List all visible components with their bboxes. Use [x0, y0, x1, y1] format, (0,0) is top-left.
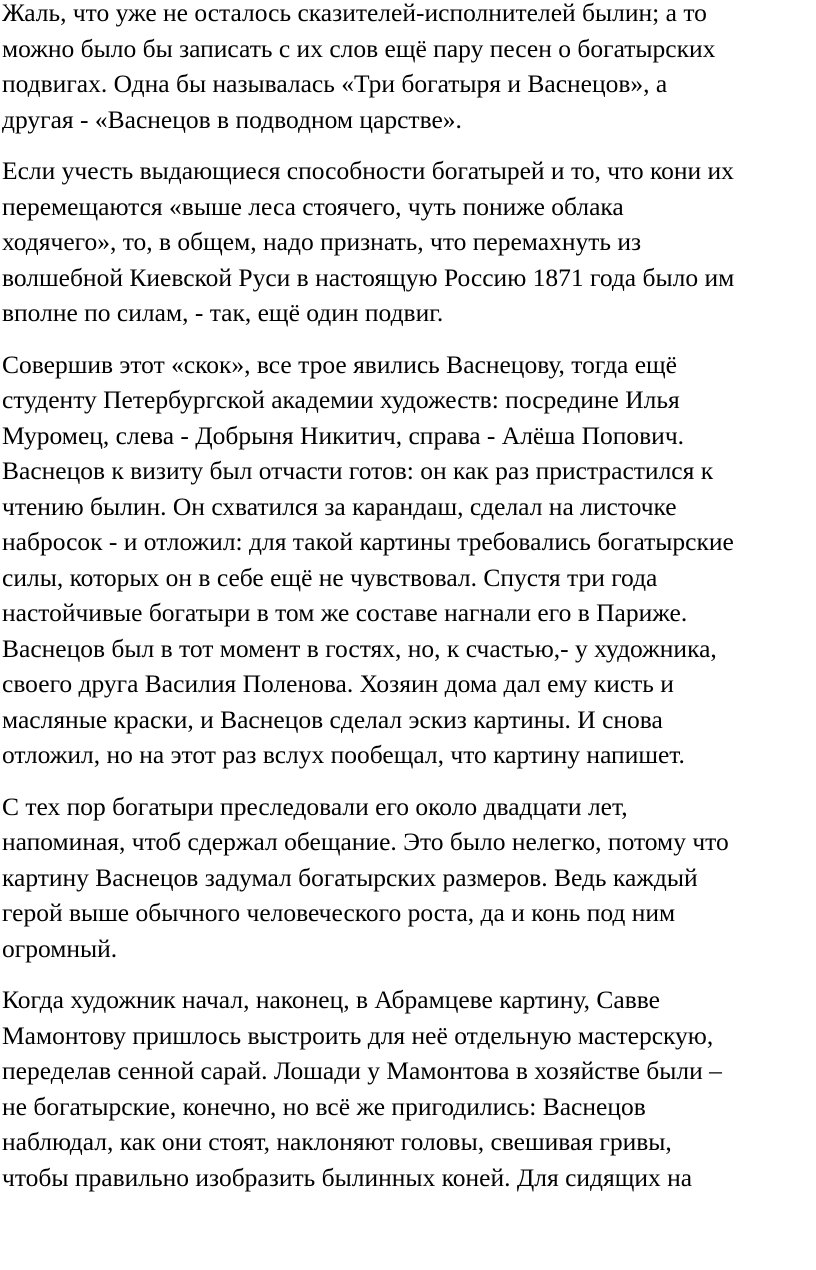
- text-line: вполне по силам, - так, ещё один подвиг.: [2, 298, 444, 327]
- text-line: Когда художник начал, наконец, в Абрамцеве картину, Савве: [2, 985, 660, 1014]
- text-line: силы, которых он в себе ещё не чувствовал. Спустя три года: [2, 562, 658, 592]
- text-line: своего друга Василия Поленова. Хозяин дома дал ему кисть и: [2, 669, 674, 698]
- text-line: чтобы правильно изобразить былинных коней. Для сидящих на: [2, 1162, 693, 1192]
- paragraph: [2, 982, 816, 1195]
- document-body: [2, 0, 816, 1211]
- text-line: напоминая, чтоб сдержал обещание. Это было нелегко, потому что: [2, 827, 729, 856]
- text-line: наблюдал, как они стоят, наклоняют головы, свешивая гривы,: [2, 1127, 672, 1156]
- paragraph: [2, 789, 816, 967]
- text-line: ходячего», то, в общем, надо признать, что перемахнуть из: [2, 227, 642, 256]
- text-line: Жаль, что уже не осталось сказителей-исполнителей былин; а то: [2, 0, 707, 27]
- text-line: Муромец, слева - Добрыня Никитич, справа - Алёша Попович.: [2, 420, 685, 450]
- text-line: подвигах. Одна бы называлась «Три богатыря и Васнецов», а: [2, 69, 668, 98]
- text-line: другая - «Васнецов в подводном царстве».: [2, 104, 462, 134]
- paragraph: [2, 0, 816, 137]
- text-line: С тех пор богатыри преследовали его около двадцати лет,: [2, 791, 628, 821]
- text-line: студенту Петербургской академии художеств: посредине Илья: [2, 385, 680, 414]
- text-line: картину Васнецов задумал богатырских размеров. Ведь каждый: [2, 862, 698, 892]
- text-line: масляные краски, и Васнецов сделал эскиз картины. И снова: [2, 704, 663, 734]
- text-line: волшебной Киевской Руси в настоящую Россию 1871 года было им: [2, 262, 735, 292]
- paragraph: [2, 347, 816, 773]
- text-line: настойчивые богатыри в том же составе нагнали его в Париже.: [2, 598, 688, 627]
- text-line: Васнецов был в тот момент в гостях, но, к счастью,- у художника,: [2, 633, 717, 663]
- text-line: герой выше обычного человеческого роста, да и конь под ним: [2, 898, 676, 927]
- text-line: отложил, но на этот раз вслух пообещал, что картину напишет.: [2, 740, 685, 769]
- text-line: чтению былин. Он схватился за карандаш, сделал на листочке: [2, 491, 677, 521]
- text-line: набросок - и отложил: для такой картины требовались богатырские: [2, 527, 734, 556]
- text-line: переделав сенной сарай. Лошади у Мамонтова в хозяйстве были –: [2, 1056, 722, 1085]
- text-line: огромный.: [2, 933, 118, 963]
- text-line: Совершив этот «скок», все трое явились Васнецову, тогда ещё: [2, 349, 677, 379]
- text-line: Мамонтову пришлось выстроить для неё отдельную мастерскую,: [2, 1020, 714, 1050]
- text-line: можно было бы записать с их слов ещё пару песен о богатырских: [2, 33, 716, 63]
- paragraph: [2, 153, 816, 331]
- text-line: не богатырские, конечно, но всё же пригодились: Васнецов: [2, 1091, 646, 1121]
- text-line: Если учесть выдающиеся способности богатырей и то, что кони их: [2, 156, 734, 185]
- text-line: Васнецов к визиту был отчасти готов: он как раз пристрастился к: [2, 456, 714, 485]
- text-line: перемещаются «выше леса стоячего, чуть пониже облака: [2, 191, 624, 221]
